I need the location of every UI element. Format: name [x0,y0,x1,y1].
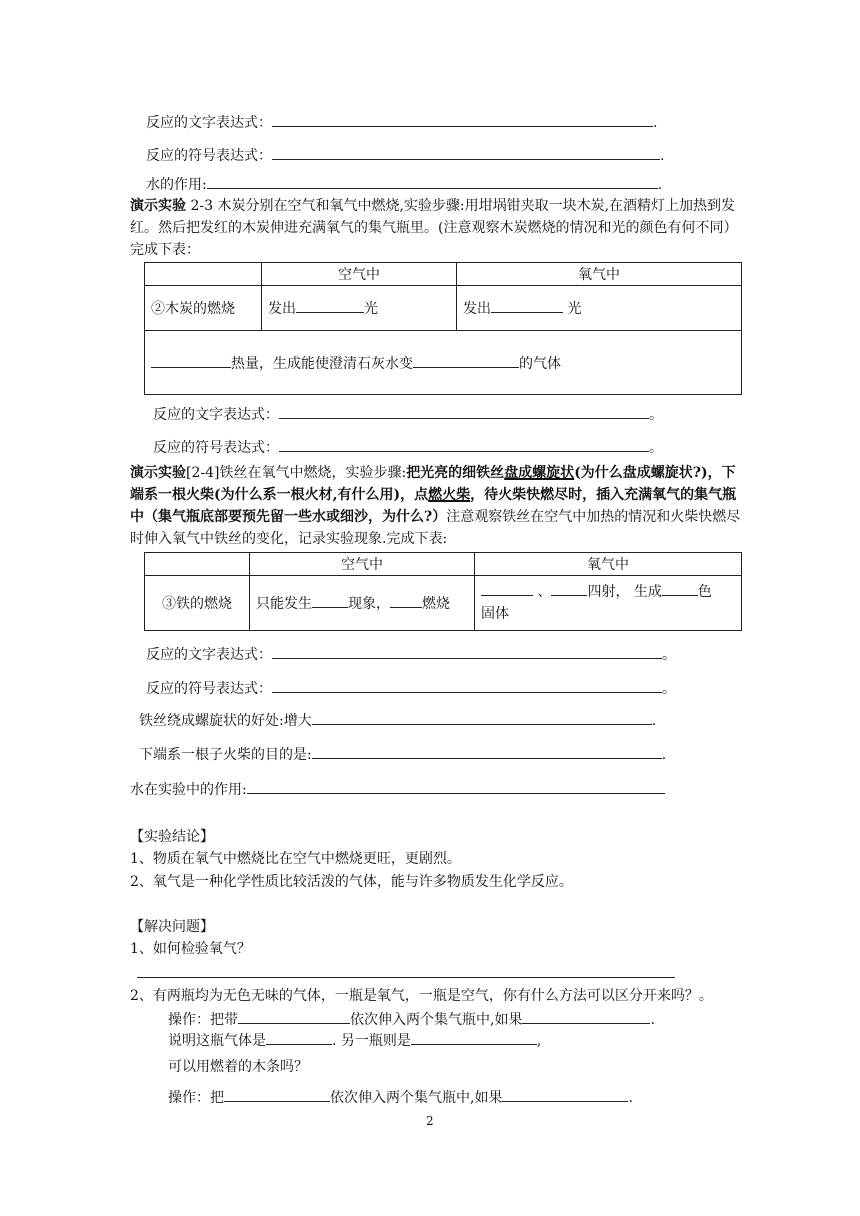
blank[interactable] [207,175,658,189]
text: ，待火柴快燃尽时，插入充满氧气的集气瓶中（集气瓶底部要预先留一些水或细沙，为什么?） [130,487,737,525]
text: [2-4]铁丝在氧气中燃烧，实验步骤: [186,465,407,481]
question-1: 1、如何检验氧气？ [130,941,251,957]
water-role-line-1: 水的作用: . [146,177,663,193]
experiment-2-3-paragraph [130,195,742,261]
blank[interactable] [151,354,231,368]
row-label-iron: ③铁的燃烧 [145,576,250,631]
cell-heat-gas [145,331,742,395]
conclusion-title: 【实验结论】 [130,829,214,845]
blank[interactable] [272,679,662,693]
row-label-charcoal: ②木炭的燃烧 [145,286,262,331]
operation-line-1: 操作：把带 依次伸入两个集气瓶中,如果 . [168,1012,655,1028]
blank[interactable] [413,354,519,368]
text: (为什么盘成螺旋状?)，下端系一根火柴(为什么系一根火材,有什么用)，点 [130,465,736,503]
text: 发出 [463,301,491,317]
label: 反应的符号表达式： [146,681,272,697]
reaction-word-line-2: 反应的文字表达式： 。 [153,407,663,423]
experiment-label: 演示实验 [130,198,186,214]
solve-title: 【解决问题】 [130,919,214,935]
experiment-label: 演示实验 [130,465,186,481]
experiment-text: 2-3 木炭分别在空气和氧气中燃烧,实验步骤:用坩埚钳夹取一块木炭,在酒精灯上加热到发红。然后把发红的木炭伸进充满氧气的集气瓶里。(注意观察木炭燃烧的情况和光的颜色有何不同）完成下表： [130,198,738,258]
blank[interactable] [481,582,533,596]
water-role-line-2 [130,780,665,799]
label: 铁丝绕成螺旋状的好处:增大 [139,713,312,729]
text: 色 [697,584,712,600]
label: 操作：把 [168,1090,224,1106]
text: 的气体 [519,355,561,372]
text: 燃烧 [422,596,450,612]
blank[interactable] [312,594,348,608]
blank[interactable] [551,582,587,596]
text: 热量，生成能使澄清石灰水变 [231,355,413,372]
label: 反应的文字表达式： [146,647,272,663]
blank[interactable] [296,299,364,313]
blank[interactable] [272,146,660,160]
text: 注意观察铁丝在空气中加热的情况和火柴快燃尽时伸入氧气中铁丝的变化，记录实验现象.完成下表: [130,509,741,547]
blank[interactable] [279,438,649,452]
blank[interactable] [411,1031,537,1045]
reaction-word-line-3: 反应的文字表达式： 。 [146,647,676,663]
blank[interactable] [522,1010,650,1024]
reaction-symbol-line-2: 反应的符号表达式： 。 [153,440,663,456]
text: 燃火柴 [428,487,471,503]
spiral-benefit-line: 铁丝绕成螺旋状的好处:增大 . [139,713,657,729]
label: 下端系一根子火柴的目的是: [139,747,312,763]
text: 四射， 生成 [587,584,662,600]
charcoal-table [144,262,742,395]
text: 固体 [481,606,509,622]
text: 把光亮的细铁丝 [406,465,505,481]
text: 光 [364,301,378,317]
text: 光 [563,301,582,317]
header-oxygen: 氧气中 [475,553,742,576]
reaction-symbol-line-3: 反应的符号表达式： 。 [146,681,676,697]
text: 只能发生 [256,596,312,612]
blank[interactable] [662,582,698,596]
label: . 另一瓶则是 [332,1033,411,1049]
label: 依次伸入两个集气瓶中,如果 [350,1012,523,1028]
operation-line-2: 操作：把 依次伸入两个集气瓶中,如果 . [168,1090,633,1106]
blank[interactable] [266,1031,332,1045]
header-air: 空气中 [262,263,457,286]
blank[interactable] [491,299,563,313]
label: 说明这瓶气体是 [168,1033,266,1049]
text: 盘成螺旋状 [504,465,575,481]
empty-header [145,553,250,576]
label: 水在实验中的作用: [130,782,247,798]
blank[interactable] [312,745,662,759]
text: 发出 [268,301,296,317]
cell-air [262,286,457,331]
text: 、 [537,584,552,600]
label: 水的作用: [146,177,207,193]
conclusion-item-1: 1、物质在氧气中燃烧比在空气中燃烧更旺，更剧烈。 [130,851,461,867]
label: 反应的符号表达式： [153,440,279,456]
blank[interactable] [390,594,422,608]
blank[interactable] [272,645,662,659]
text: 现象， [348,596,390,612]
explain-line: 说明这瓶气体是 . 另一瓶则是 , [168,1033,542,1049]
blank[interactable] [502,1088,628,1102]
page-number: 2 [426,1114,434,1128]
label: 反应的符号表达式： [146,148,272,164]
blank[interactable] [247,780,665,794]
blank[interactable] [312,711,652,725]
conclusion-item-2: 2、氧气是一种化学性质比较活泼的气体，能与许多物质发生化学反应。 [130,874,573,890]
blank[interactable] [238,1010,350,1024]
cell-oxygen [475,576,742,631]
question-3: 可以用燃着的木条吗？ [168,1059,308,1075]
empty-header [145,263,262,286]
reaction-symbol-line-1: 反应的符号表达式： . [146,148,665,164]
cell-oxygen [457,286,742,331]
label: 反应的文字表达式： [153,407,279,423]
iron-table [144,552,742,631]
blank[interactable] [279,405,649,419]
question-2: 2、有两瓶均为无色无味的气体，一瓶是氧气，一瓶是空气，你有什么方法可以区分开来吗？。 [130,988,713,1004]
label: 依次伸入两个集气瓶中,如果 [330,1090,503,1106]
label: 操作：把带 [168,1012,238,1028]
cell-air [250,576,475,631]
match-purpose-line: 下端系一根子火柴的目的是: . [139,747,667,763]
answer-line-1[interactable] [137,977,675,978]
label: 反应的文字表达式： [146,115,272,131]
header-air: 空气中 [250,553,475,576]
blank[interactable] [224,1088,330,1102]
header-oxygen: 氧气中 [457,263,742,286]
blank[interactable] [272,113,653,127]
reaction-word-line-1: 反应的文字表达式： . [146,115,658,131]
experiment-2-4-paragraph [130,462,742,550]
